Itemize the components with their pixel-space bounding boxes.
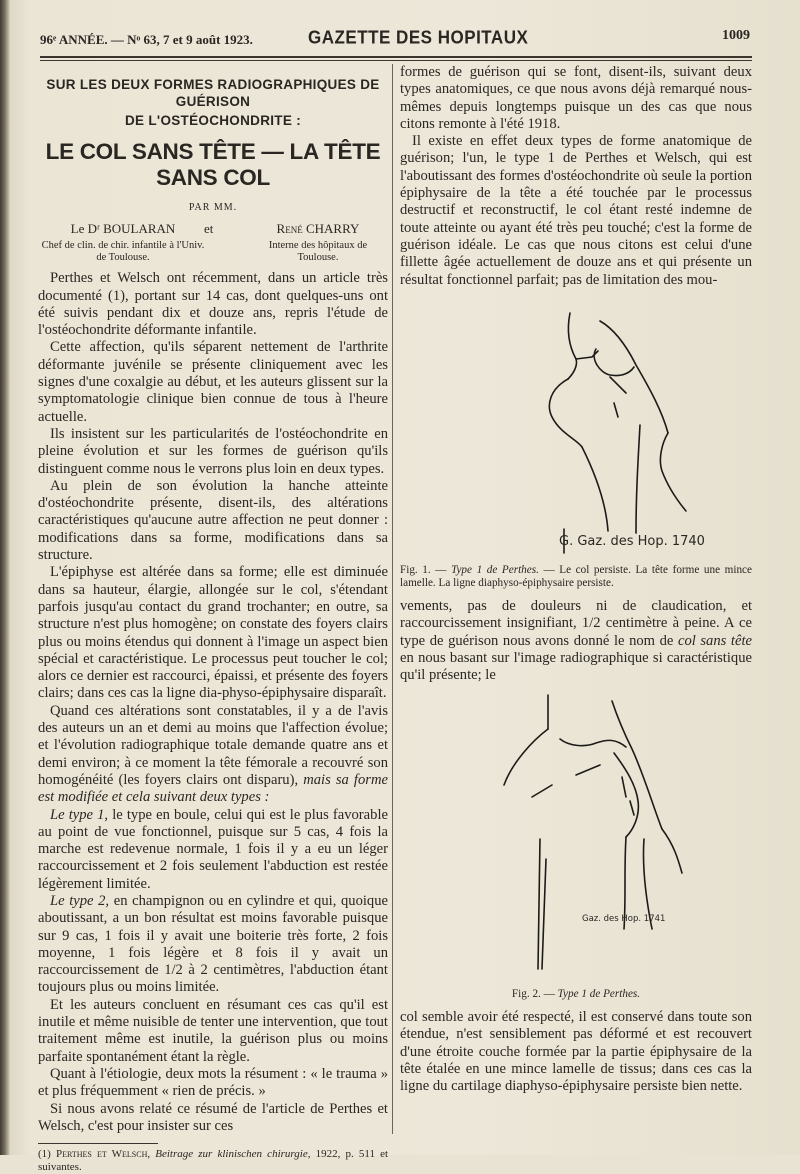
author-conjunction: et [204,221,214,237]
figure-1-label: G. Gaz. des Hop. 1740 [559,533,705,549]
paragraph-text: en nous basant sur l'image radiographique si caractéristique qu'il présente; le [400,650,752,684]
running-header [40,28,750,50]
author-1-affiliation: Chef de clin. de chir. infantile à l'Univ. de Toulouse. [41,239,205,263]
figure-2 [400,689,752,1001]
caption-text: — Le col persiste. La tête forme une mince lamelle. La ligne diaphyso-épiphysaire persiste. [400,564,752,590]
paragraph-text: le type en boule, celui qui est le plus favorable au point de vue fonctionnel, puisque sur 5 cas, 4 fois la marche est redevenue normale, 1 fois il y a eu un léger raccourcissement et 2 fois seulement l'abduction est restée légèrement limitée. [38,806,388,892]
paragraph: col semble avoir été respecté, il est conservé dans toute son étendue, n'est sensiblement pas déformé et est recouvert d'une étroite couche formée par la partie épiphysaire de la tête étalée en une mince lamelle de tissus; dans ces cas la ligne du cartilage diaphyso-épiphysaire persiste bien nette. [400,1008,752,1095]
paragraph: Et les auteurs concluent en résumant ces cas qu'il est inutile et même nuisible de tenter une intervention, que tout traitement même est inutile, la guérison plus ou moins parfaite spontanément étant la règle. [38,996,388,1065]
type-label: Le type 2, [50,892,110,909]
page-number: 1009 [722,28,750,43]
binding-spine [0,0,10,1155]
paragraph [38,703,388,807]
journal-name: GAZETTE DES HOPITAUX [308,27,529,48]
footnote-pages: 1922, p. 511 et suivantes. [38,1148,389,1174]
article-title: LE COL SANS TÊTE — LA TÊTE SANS COL [45,139,381,190]
paragraph: Ils insistent sur les particularités de l'ostéochondrite en pleine évolution et sur les formes de guérison qu'ils distinguent comme nous le verrons plus loin en deux types. [38,425,388,477]
paragraph: L'épiphyse est altérée dans sa forme; elle est diminuée dans sa hauteur, élargie, allongée sur le col, s'étendant parfois jusqu'au contact du grand trochanter; en outre, sa structure n'est plus homogène; on constate des foyers clairs plus ou moins étendus qui donnent à l'image un aspect bien spécial et caractéristique. Le processus peut toucher le col; alors ce dernier est raccourci, épaissi, et présente des foyers clairs; dans ces cas la ligne dia-physo-épiphysaire disparaît. [38,564,388,702]
issue-info: 96ᵉ ANNÉE. — Nᵒ 63, 7 et 9 août 1923. [40,32,253,47]
figure-1-caption [400,564,752,590]
caption-title: Type 1 de Perthes. [557,987,641,1000]
figure-1 [400,293,752,590]
caption-title: Type 1 de Perthes. [451,564,539,577]
authors [38,218,388,270]
paragraph: Perthes et Welsch ont récemment, dans un article très documenté (1), portant sur 14 cas, dont quelques-uns ont été suivis pendant dix et douze ans, repris l'étude de l'ostéochondrite déformante infantile. [38,270,388,339]
paragraph: Il existe en effet deux types de forme anatomique de guérison; l'un, le type 1 de Perthes et Welsch, qui est l'aboutissant des formes d'ostéochondrite où seule la portion épiphysaire de la tête a été touchée par le processus destructif et reconstructif, le col étant resté indemne de toute atteinte ou ayant été très peu touché; c'est la forme de guérison idéale. Le cas que nous citons est celui d'une fillette âgée actuellement de douze ans et qui présente un résultat fonctionnel parfait; pas de limitation des mou- [400,133,752,288]
caption-number: Fig. 1. — [400,564,447,577]
right-column [400,64,752,1095]
byline-par: PAR MM. [188,202,238,213]
footnote-source: Beitrage zur klinischen chirurgie, [155,1148,311,1161]
paragraph: Quant à l'étiologie, deux mots la résument : « le trauma » et plus fréquemment « rien de précis. » [38,1065,388,1100]
paragraph [400,598,752,684]
figure-2-caption [400,988,752,1001]
type-label: Le type 1, [50,806,109,823]
figure-1-drawing [400,293,752,555]
caption-number: Fig. 2. — [511,987,555,1000]
author-1-name: Le Dʳ BOULARAN [70,221,176,237]
paragraph: formes de guérison qui se font, disent-ils, suivant deux types anatomiques, ce que nous avons déjà remarqué nous-mêmes depuis longtemps puisque un des cas que nous citons remonte à l'été 1918. [400,64,752,132]
paragraph-text: vements, pas de douleurs ni de claudication, et raccourcissement insignifiant, 1/2 centimètre à peine. A ce type de guérison nous avons donné le nom de [400,598,752,649]
paragraph: Si nous avons relaté ce résumé de l'article de Perthes et Welsch, c'est pour insister sur ces [38,1100,388,1134]
paragraph: Cette affection, qu'ils séparent nettement de l'arthrite déformante juvénile se présente cliniquement avec les signes d'une coxalgie au début, et les auteurs glissent sur la symptomatologie clinique bien connue de tous à l'heure actuelle. [38,339,388,425]
footnote-rule [38,1143,158,1144]
header-rule-thin [40,60,752,61]
italic-text: col sans tête [677,632,752,649]
italic-text: mais sa forme est modifiée et cela suivant deux types : [38,771,388,806]
paragraph [38,893,388,997]
header-rule [40,56,752,58]
author-2-affiliation: Interne des hôpitaux de Toulouse. [268,239,368,263]
article-supertitle-2: DE L'OSTÉOCHONDRITE : [124,113,301,128]
left-column [38,74,388,1174]
footnote-authors: (1) Perthes et Welsch, [38,1148,151,1161]
article-supertitle: SUR LES DEUX FORMES RADIOGRAPHIQUES DE GUÉRISON [46,77,380,109]
column-divider [392,64,393,1134]
paragraph-text: en champignon ou en cylindre et qui, quoique aboutissant, a un bon résultat est moins favorable puisque sur 9 cas, 1 fois il y avait une boiterie très forte, 2 fois moyenne, 1 fois légère et 8 fois il y avait un raccourcissement de 1/2 à 2 centimètres, l'abduction étant toujours plus ou moins limitée. [38,892,388,996]
paragraph [38,807,388,893]
figure-2-drawing [400,689,752,979]
paragraph-text: Quand ces altérations sont constatables, il y a de l'avis des auteurs un an et demi au moins que l'affection évolue; et l'évolution radiographique totale demande quatre ans et demi environ; à ce moment la tête fémorale a recouvré son homogénéité (les foyers clairs ont disparu), [38,702,388,788]
author-1 [38,220,208,263]
footnote [38,1148,388,1174]
figure-2-label: Gaz. des Hop. 1741 [582,913,666,924]
paragraph: Au plein de son évolution la hanche atteinte d'ostéochondrite présente, disent-ils, des altérations caractéristiques qu'aucune autre affection ne peut donner : modifications dans sa forme, modifications dans sa structure. [38,477,388,564]
author-2 [248,220,388,263]
author-2-name: René CHARRY [276,221,360,237]
